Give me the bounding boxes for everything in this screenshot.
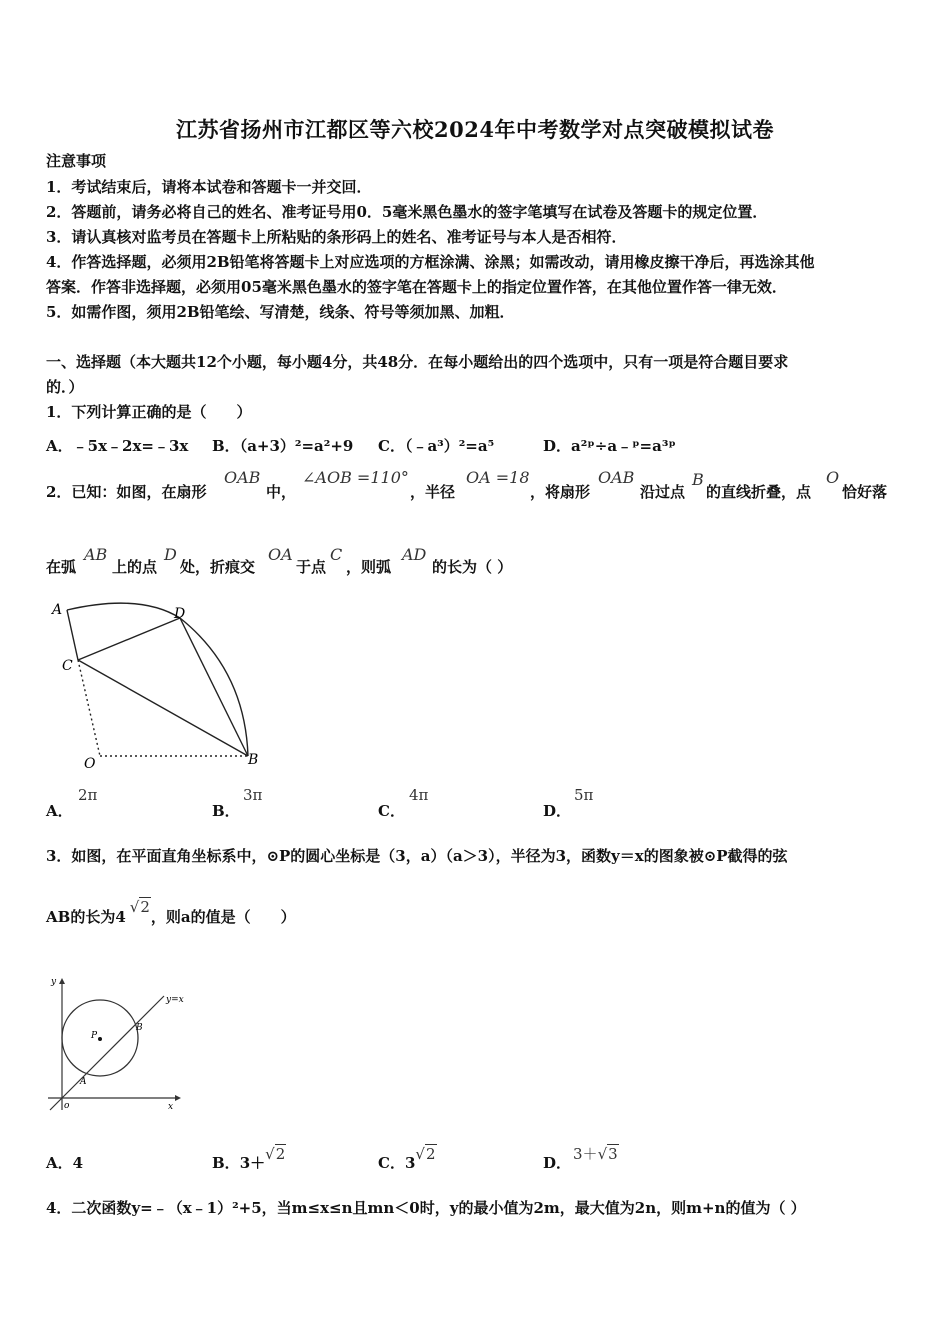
q2-choice-d-label: D． [543,802,572,820]
q3-label-a: A [80,1077,87,1087]
q2-label-a: A [52,602,63,618]
q3-label-line: y=x [166,995,184,1005]
q3-label-origin: o [64,1101,70,1111]
q2-segment-cb [78,660,248,756]
q3-sqrt: √2 [129,898,150,916]
q2-math-b: B [692,470,704,489]
q3-choice-a [46,1152,83,1173]
q1-choice-b-label: B． [212,437,240,455]
q3-choice-c-sqrt: √2 [415,1145,436,1163]
q3-choice-d [543,1145,619,1173]
q2-text-1b: 中， [266,483,297,501]
q2-text-1d: ，将扇形 [530,483,591,501]
q1-choice-d [543,435,676,456]
q2-choice-a-label: A． [46,802,73,820]
q1-choice-a [46,435,188,456]
q2-label-c: C [62,658,73,674]
q3-sqrt-radicand: 2 [140,898,150,916]
q2-text-2d: 于点 [296,558,327,576]
q3-choice-b-radicand: 2 [275,1145,286,1163]
q1-choice-c-label: C． [378,437,405,455]
q2-label-o: O [84,756,96,772]
notice-item-4: 4．作答选择题，必须用2B铅笔将答题卡上对应选项的方框涂满、涂黑；如需改动，请用橡皮擦干净后，再选涂其他 [46,253,815,271]
q3-choice-c-label: C． [378,1154,405,1172]
q2-sector-figure [40,598,280,778]
q2-text-2a: 在弧 [46,558,77,576]
q3-choice-a-value: 4 [72,1154,84,1172]
notice-item-4-cont: 答案．作答非选择题，必须用05毫米黑色墨水的签字笔在答题卡上的指定位置作答，在其他位置作答一律无效． [46,278,787,296]
q2-choice-d-value: 5π [574,786,594,804]
notice-heading: 注意事项 [46,152,107,170]
q2-text-1c: ，半径 [410,483,456,501]
q2-text-2b: 上的点 [112,558,158,576]
q1-stem: 1．下列计算正确的是（ ） [46,403,252,421]
q2-math-angle: ∠AOB =110° [302,468,409,487]
section-heading: 一、选择题（本大题共12个小题，每小题4分，共48分．在每小题给出的四个选项中，只有一项是符合题目要求 [46,353,789,371]
q2-math-ab: AB [84,545,108,564]
q3-coordinate-figure [40,968,200,1118]
q1-choice-a-label: A． [46,437,73,455]
q2-segment-db [180,618,248,756]
q3-stem-line1: 3．如图，在平面直角坐标系中，⊙P的圆心坐标是（3，a）（a＞3），半径为3，函数y＝x的图象被⊙P截得的弦 [46,847,788,865]
q2-choice-b-value: 3π [243,786,263,804]
q3-label-p: P [91,1031,98,1041]
q3-label-y: y [51,977,57,987]
notice-item-1: 1．考试结束后，请将本试卷和答题卡一并交回． [46,178,372,196]
q2-math-ad: AD [402,545,427,564]
q2-segment-co-dashed [78,660,100,756]
q1-choice-c-text: （﹣a³）²=a⁵ [404,437,495,455]
notice-item-2: 2．答题前，请务必将自己的姓名、准考证号用0．5毫米黑色墨水的签字笔填写在试卷及答题卡的规定位置． [46,203,768,221]
q2-choice-b-label: B． [212,802,240,820]
q2-segment-cd [78,618,180,660]
q2-arc-ad [67,603,180,618]
q2-math-oa: OA [268,545,293,564]
q3-choice-d-label: D． [543,1154,572,1172]
q2-text-2e: ，则弧 [346,558,392,576]
q3-x-arrow-icon [175,1095,181,1101]
q1-choice-b [212,435,353,456]
q2-math-oa18: OA =18 [466,468,530,487]
q2-text-2f: 的长为（ ） [432,558,513,576]
q3-stem-line2 [46,898,296,927]
q3-choice-c-pre: 3 [404,1154,416,1172]
q2-math-o: O [826,468,840,487]
q3-choice-d-expr: 3＋√3 [573,1145,618,1163]
q2-choice-c-value: 4π [409,786,429,804]
q2-text-1f: 的直线折叠，点 [706,483,812,501]
q3-choice-c-radicand: 2 [425,1145,436,1163]
q2-label-b: B [248,752,259,768]
q3-choice-b-sqrt: √2 [265,1145,286,1163]
section-heading-cont: 的．） [46,378,84,396]
q3-stem-line2-b: ，则a的值是（ ） [150,908,296,926]
q3-choice-d-radicand: 3 [608,1145,618,1163]
q1-choice-b-text: （a+3）²=a²+9 [239,437,354,455]
q2-math-c: C [330,545,343,564]
q2-math-oab-2: OAB [598,468,635,487]
q2-segment-ac [67,610,78,660]
q2-choice-a-value: 2π [78,786,98,804]
q3-choice-c [378,1145,437,1173]
page-title: 江苏省扬州市江都区等六校2024年中考数学对点突破模拟试卷 [176,117,774,142]
q2-text-1e: 沿过点 [640,483,686,501]
q2-text-1a: 2．已知：如图，在扇形 [46,483,207,501]
q3-label-b: B [136,1023,143,1033]
q3-stem-line2-a: AB的长为4 [46,908,126,926]
q3-center-p-dot [98,1037,102,1041]
q3-choice-a-label: A． [46,1154,73,1172]
notice-item-5: 5．如需作图，须用2B铅笔绘、写清楚，线条、符号等须加黑、加粗． [46,303,515,321]
q3-choice-b-pre: 3＋ [239,1154,266,1172]
q2-choice-c-label: C． [378,802,405,820]
q3-choice-d-pre: 3＋ [573,1145,598,1163]
q2-label-d: D [174,606,186,622]
q1-choice-c [378,435,494,456]
notice-item-3: 3．请认真核对监考员在答题卡上所粘贴的条形码上的姓名、准考证号与本人是否相符． [46,228,627,246]
q3-y-arrow-icon [59,978,65,984]
q1-choice-d-text: a²ᵖ÷a﹣ᵖ=a³ᵖ [571,437,676,455]
q2-math-d: D [164,545,177,564]
q2-text-2c: 处，折痕交 [180,558,256,576]
q3-label-x: x [168,1102,174,1112]
q3-choice-b [212,1145,286,1173]
q2-text-1g: 恰好落 [842,483,888,501]
q1-choice-a-text: ﹣5x﹣2x=﹣3x [72,437,189,455]
q3-choice-b-label: B． [212,1154,240,1172]
q4-stem: 4．二次函数y=﹣（x﹣1）²+5，当m≤x≤n且mn＜0时，y的最小值为2m，最大值为2n，则m+n的值为（ ） [46,1199,806,1217]
q2-math-oab: OAB [224,468,261,487]
q1-choice-d-label: D． [543,437,572,455]
q3-line-y-equals-x [50,996,164,1110]
